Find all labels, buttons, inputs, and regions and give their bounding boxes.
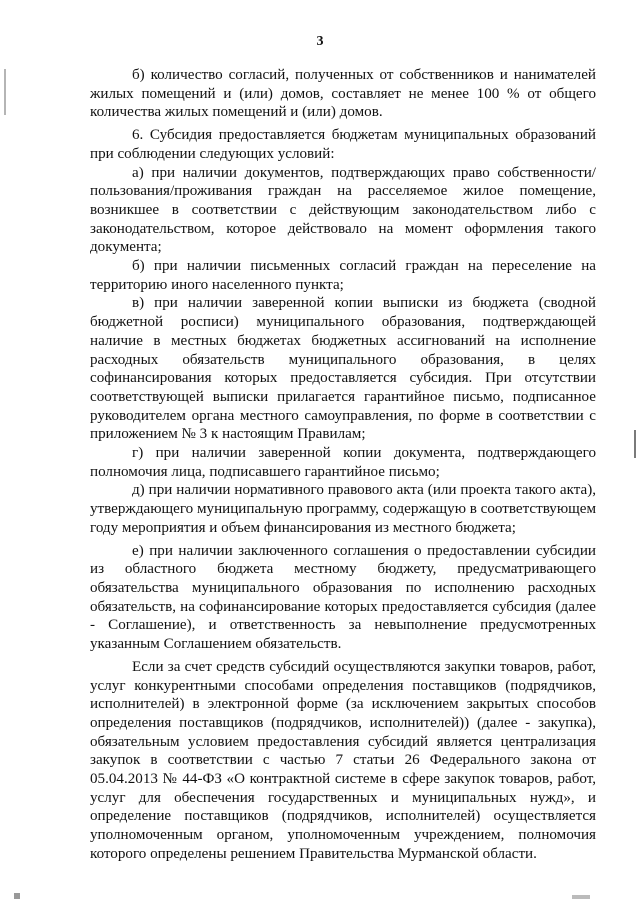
- scan-edge-mark: [634, 430, 636, 458]
- document-body: [90, 66, 596, 864]
- scan-edge-mark: [14, 893, 20, 899]
- scan-edge-mark: [572, 895, 590, 899]
- paragraph-6-conditions: 6. Субсидия предоставляется бюджетам муниципальных образований при соблюдении следующих условий:: [90, 127, 596, 162]
- paragraph-procurement: Если за счет средств субсидий осуществляются закупки товаров, работ, услуг конкурентными способами определения поставщиков (подрядчиков, исполнителей) в электронной форме (за исключением закрытых способов определения поставщиков (подрядчиков, исполнителей)) (далее - закупка), обязательным условием предоставления субсидий является централизация закупок в соответствии с частью 7 статьи 26 Федерального закона от 05.04.2013 № 44-ФЗ «О контрактной системе в сфере закупок товаров, работ, услуг для обеспечения государственных и муниципальных нужд», и определение поставщиков (подрядчиков, исполнителей) осуществляется уполномоченным органом, уполномоченным учреждением, полномочия которого определены решением Правительства Мурманской области.: [90, 658, 596, 862]
- condition-e: е) при наличии заключенного соглашения о предоставлении субсидии из областного бюджета местному бюджету, предусматривающего обязательства муниципального образования по исполнению расходных обязательств, на софинансирование которых предоставляется субсидия (далее - Соглашение), и ответственность за невыполнение предусмотренных указанным Соглашением обязательств.: [90, 542, 596, 653]
- scan-edge-mark: [4, 69, 6, 115]
- condition-d: д) при наличии нормативного правового акта (или проекта такого акта), утверждающего муниципальную программу, содержащую в соответствующем году мероприятия и объем финансирования из местного бюджета;: [90, 482, 596, 536]
- condition-g: г) при наличии заверенной копии документа, подтверждающего полномочия лица, подписавшего гарантийное письмо;: [90, 445, 596, 480]
- condition-v: в) при наличии заверенной копии выписки из бюджета (сводной бюджетной росписи) муниципального образования, подтверждающей наличие в местных бюджетах бюджетных ассигнований на исполнение расходных обязательств муниципального образования, в целях софинансирования которых предоставляется субсидия. При отсутствии соответствующей выписки прилагается гарантийное письмо, подписанное руководителем органа местного самоуправления, по форме в соответствии с приложением № 3 к настоящим Правилам;: [90, 295, 596, 443]
- condition-b: б) при наличии письменных согласий граждан на переселение на территорию иного населенного пункта;: [90, 258, 596, 293]
- paragraph-b-consents-count: б) количество согласий, полученных от собственников и нанимателей жилых помещений и (или) домов, составляет не менее 100 % от общего количества жилых помещений и (или) домов.: [90, 67, 596, 121]
- page-number: 3: [316, 34, 324, 49]
- condition-a: а) при наличии документов, подтверждающих право собственности/пользования/проживания граждан на расселяемое жилое помещение, возникшее в соответствии с действующим законодательством либо с законодательством, которое действовало на момент оформления такого документа;: [90, 164, 596, 256]
